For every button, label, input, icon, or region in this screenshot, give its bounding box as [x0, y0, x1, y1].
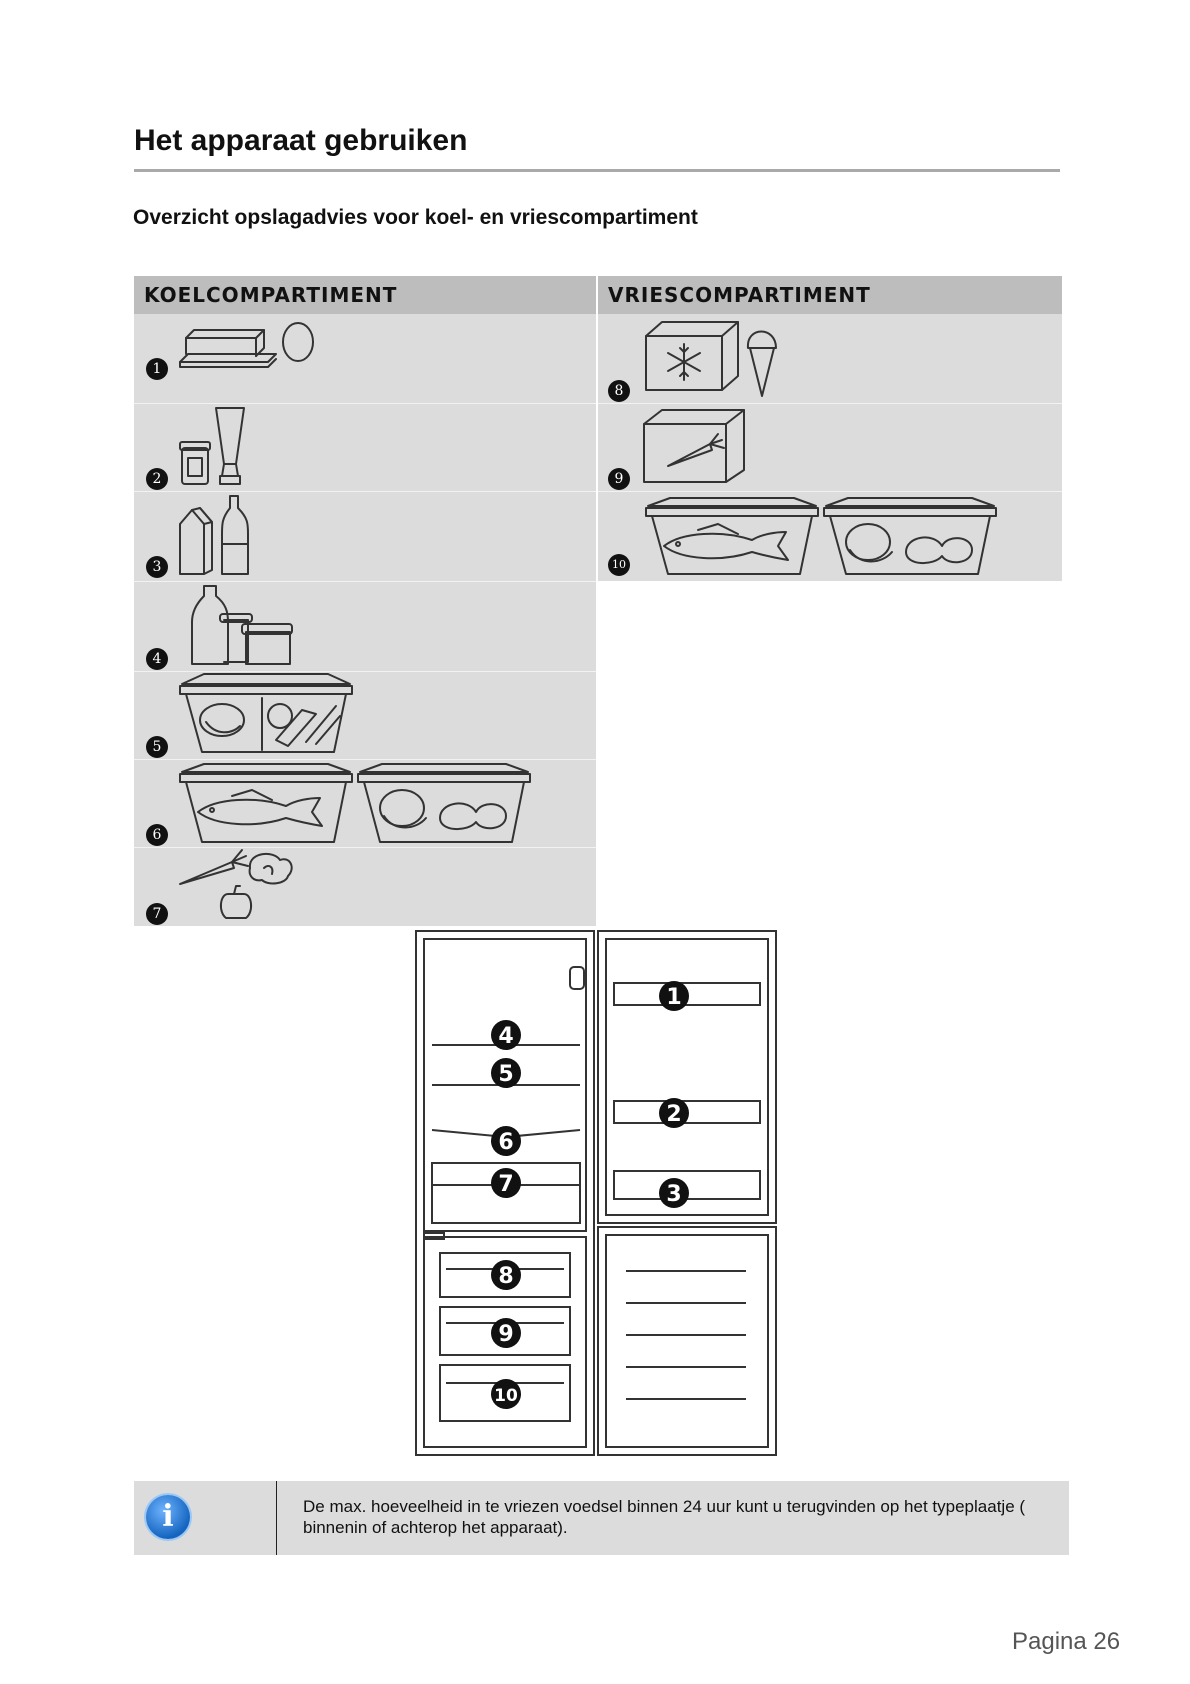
info-text: De max. hoeveelheid in te vriezen voedsel binnen 24 uur kunt u terugvinden op het typeplaatje ( binnenin of achterop het apparaat).: [303, 1497, 1026, 1537]
svg-text:9: 9: [498, 1322, 514, 1347]
fridge-diagram: [410, 925, 780, 1465]
svg-text:5: 5: [498, 1062, 514, 1087]
freezer-header: VRIESCOMPARTIMENT: [598, 276, 1062, 314]
freezer-drawer-label-10: [491, 1379, 521, 1409]
row-number: 3: [146, 556, 168, 578]
freezer-row-divider: [598, 491, 1062, 492]
row-number: 5: [146, 736, 168, 758]
fridge-shelf-label-6: [491, 1126, 521, 1156]
meat-vegetable-box-icon: [176, 670, 356, 756]
svg-text:3: 3: [666, 1182, 682, 1207]
fridge-shelf-label-4: [491, 1020, 521, 1050]
fridge-shelf-label-5: [491, 1058, 521, 1088]
row-number: 1: [146, 358, 168, 380]
row-number: 4: [146, 648, 168, 670]
info-icon: i: [146, 1495, 190, 1539]
row-number: 7: [146, 903, 168, 925]
frozen-vegetable-box-icon: [642, 404, 752, 484]
svg-text:7: 7: [498, 1172, 514, 1197]
butter-egg-icon: [176, 318, 326, 374]
row-number: 6: [146, 824, 168, 846]
page-number: Pagina 26: [1012, 1628, 1121, 1655]
fish-meat-boxes-icon: [642, 494, 1000, 580]
fridge-door-label-1: [659, 981, 689, 1011]
fish-meat-boxes-icon: [176, 760, 534, 846]
jar-tube-icon: [176, 406, 256, 490]
svg-text:6: 6: [498, 1130, 514, 1155]
row-number: 8: [608, 380, 630, 402]
fridge-row-divider: [134, 403, 596, 404]
vegetables-icon: [176, 848, 302, 920]
freezer-drawer-label-8: [491, 1260, 521, 1290]
info-box: [134, 1481, 1069, 1555]
fridge-header: KOELCOMPARTIMENT: [134, 276, 596, 314]
fridge-door-label-3: [659, 1178, 689, 1208]
fridge-row-divider: [134, 491, 596, 492]
info-divider: [276, 1481, 277, 1555]
svg-text:1: 1: [666, 985, 682, 1010]
svg-text:10: 10: [494, 1386, 518, 1406]
fridge-shelf-label-7: [491, 1168, 521, 1198]
svg-text:4: 4: [498, 1024, 514, 1049]
row-number: 9: [608, 468, 630, 490]
svg-text:8: 8: [498, 1264, 514, 1289]
page-title: Het apparaat gebruiken: [134, 124, 468, 157]
frozen-box-icecream-icon: [642, 318, 782, 398]
bottle-containers-icon: [190, 582, 296, 668]
row-number: 2: [146, 468, 168, 490]
svg-text:2: 2: [666, 1102, 682, 1127]
row-number: 10: [608, 554, 630, 576]
freezer-drawer-label-9: [491, 1318, 521, 1348]
title-divider: [134, 169, 1060, 172]
carton-bottle-icon: [176, 494, 256, 578]
section-subtitle: Overzicht opslagadvies voor koel- en vriescompartiment: [133, 206, 698, 229]
fridge-door-label-2: [659, 1098, 689, 1128]
